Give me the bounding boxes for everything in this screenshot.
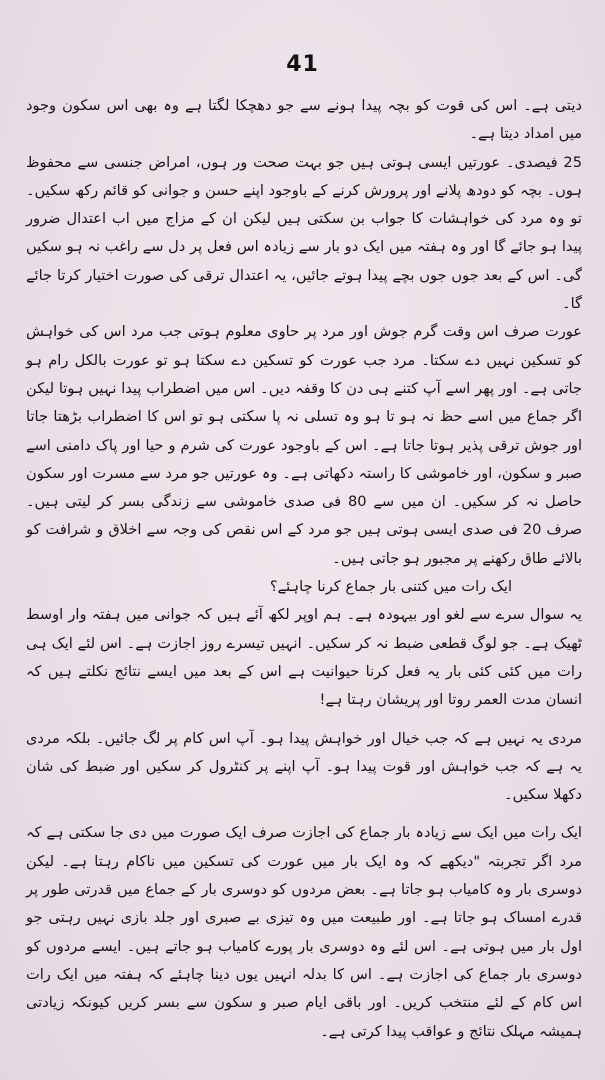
question-heading: ایک رات میں کتنی بار جماع کرنا چاہئے؟ bbox=[269, 578, 512, 596]
paragraph-manliness: مردی یہ نہیں ہے کہ جب خیال اور خواہش پیدا ہو۔ آپ اس کام پر لگ جائیں۔ بلکہ مردی یہ ہے کہ جب خواہش اور قوت پیدا ہو۔ آپ اپنے پر کنٹرول کر سکیں اور ضبط کی شان دکھلا سکیں۔ bbox=[26, 729, 582, 804]
paragraph-gap bbox=[26, 715, 582, 725]
paragraph-woman-temperament: عورت صرف اس وقت گرم جوش اور مرد پر حاوی معلوم ہوتی جب مرد اس کی خواہش کو تسکین نہیں دے سکتا۔ مرد جب عورت کو تسکین دے سکتا ہو تو عورت بالکل رام ہو جاتی ہے۔ اور پھر اسے آپ کتنے ہی دن کا وقفہ دیں۔ اس میں اضطراب پیدا نہیں ہوتا لیکن اگر جماع میں اسے حظ نہ ہو تا ہو وہ تسلی نہ پا سکتی ہو تو اس کا اضطراب بڑھتا جاتا اور جوش ترقی پذیر ہوتا جاتا ہے۔ اس کے باوجود عورت کی شرم و حیا اور پاک دامنی اسے صبر و سکون، اور خاموشی کا راستہ دکھاتی ہے۔ وہ عورتیں جو مرد سے مسرت اور سکون حاصل نہ کر سکیں۔ ان میں سے 80 فی صدی خاموشی سے زندگی بسر کر لیتی ہیں۔ صرف 20 فی صدی ایسی ہوتی ہیں جو مرد کے اس نقص کی وجہ سے اخلاق و شرافت کو بالائے طاق رکھنے پر مجبور ہو جاتی ہیں۔ bbox=[26, 323, 582, 567]
paragraph-answer-frequency: یہ سوال سرے سے لغو اور بیہودہ ہے۔ ہم اوپر لکھ آئے ہیں کہ جوانی میں ہفتہ وار اوسط ٹھیک ہے۔ جو لوگ قطعی ضبط نہ کر سکیں۔ انہیں تیسرے روز اجازت ہے۔ اس لئے ایک ہی رات میں کئی کئی بار یہ فعل کرنا حیوانیت ہے اس کے بعد میں ایسے نتائج نکلتے ہیں کہ انسان مدت العمر روتا اور پریشان رہتا ہے! bbox=[26, 606, 582, 709]
paragraph-second-time: ایک رات میں ایک سے زیادہ بار جماع کی اجازت صرف ایک صورت میں دی جا سکتی ہے کہ مرد اگر تجربتہ "دیکھے کہ وہ ایک بار میں عورت کی تسکین میں ناکام رہتا ہے۔ لیکن دوسری بار وہ کامیاب ہو جاتا ہے۔ بعض مردوں کو دوسری بار کے جماع میں قدرتی طور پر قدرے امساک ہو جاتا ہے۔ اور طبیعت میں وہ تیزی بے صبری اور جلد بازی نہیں رہتی جو اول بار میں ہوتی ہے۔ اس لئے وہ دوسری بار پورے کامیاب ہو جاتے ہیں۔ ایسے مردوں کو دوسری بار جماع کی اجازت ہے۔ اس کا بدلہ انہیں یوں دینا چاہئے کہ ہفتہ میں ایک رات اس کام کے لئے منتخب کریں۔ اور باقی ایام صبر و سکون سے بسر کریں کیونکہ زیادتی ہمیشہ مہلک نتائج و عواقب پیدا کرتی ہے۔ bbox=[26, 824, 582, 1040]
paragraph-gap bbox=[26, 809, 582, 819]
paragraph-25-percent: 25 فیصدی۔ عورتیں ایسی ہوتی ہیں جو بہت صحت ور ہوں، امراض جنسی سے محفوظ ہوں۔ بچہ کو دودھ پلانے اور پرورش کرنے کے باوجود اپنے حسن و جوانی کو قائم رکھ سکیں۔ تو وہ مرد کی خواہشات کا جواب بن سکتی ہیں لیکن ان کے مزاج میں اب اعتدال ضرور پیدا ہو جائے گا اور وہ ہفتہ میں ایک دو بار سے زیادہ اس فعل پر دل سے راغب نہ ہو سکیں گی۔ اس کے بعد جوں جوں بچے پیدا ہوتے جائیں، یہ اعتدال ترقی کی صورت اختیار کرتا جائے گا۔ bbox=[26, 153, 582, 313]
page-number: 41 bbox=[286, 52, 319, 77]
paragraph-child-effect: دیتی ہے۔ اس کی قوت کو بچہ پیدا ہونے سے جو دھچکا لگتا ہے وہ بھی اس سکون وجود میں امداد دیتا ہے۔ bbox=[26, 97, 582, 143]
page-body bbox=[26, 92, 582, 1046]
